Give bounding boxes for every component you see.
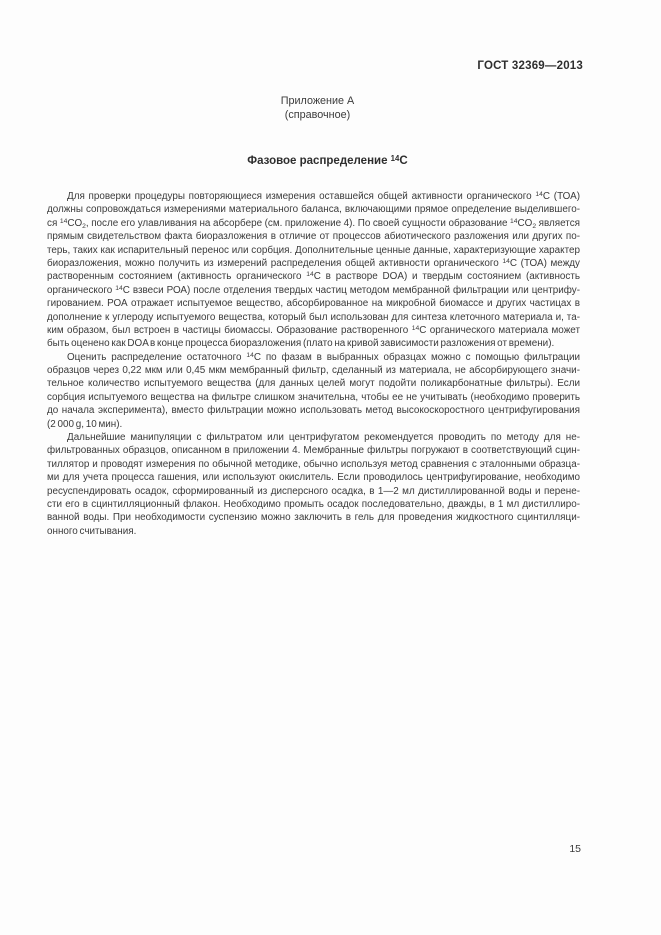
text-line: Оценить распределение остаточного $^{14}$C по фазам в выбранных образцах можно с помощью фильтрации	[67, 351, 580, 363]
text-line: Для проверки процедуры повторяющиеся измерения оставшейся общей активности органического $^{14}$C (ТОА)	[67, 191, 580, 202]
text-line: тельное количество испытуемого вещества (для данных целей могут подойти поликарбонатные фильтры). Если	[47, 378, 580, 390]
text-line: тиллятор и проводят измерения по обычной методике, обычно используя метод сравнения с эталонными образца-	[47, 458, 580, 470]
text-line: прямым свидетельством факта биоразложения в отличие от процессов абиотического разложения или других по-	[47, 231, 580, 243]
text-line: сти его в сцинтилляционный флакон. Необходимо промыть осадок последовательно, дважды, в 1 мл дистиллиро-	[47, 498, 580, 510]
text-line: (2 000 g, 10 мин).	[47, 418, 123, 430]
text-line: онного считывания.	[47, 525, 137, 537]
annex-type: (справочное)	[284, 108, 351, 121]
doc-code: ГОСТ 32369—2013	[477, 60, 583, 72]
text-line: образцов через 0,22 мкм или 0,45 мкм мембранный фильтр, сделанный из материала, не абсорбирующего значи-	[47, 365, 580, 377]
text-line: терь, таких как испарительный перенос или сорбция. Дополнительные ценные данные, характеризующие характер	[47, 244, 580, 256]
document-title: Фазовое распределение $^{14}$C	[247, 154, 408, 167]
annex-label: Приложение А	[280, 95, 355, 107]
text-line: ким образом, был встроен в частицы биомассы. Образование растворенного $^{14}$C органического материала может	[47, 324, 580, 336]
paragraph	[47, 432, 580, 539]
text-line: Дальнейшие манипуляции с фильтратом или центрифугатом рекомендуется проводить по методу для не-	[67, 432, 580, 444]
paragraph	[47, 191, 580, 352]
text-line: биоразложения, можно получить из измерений распределения общей активности органического $^{14}$C (ТОА) между	[47, 257, 580, 269]
text-line: растворенным состоянием (активность органического $^{14}$C в растворе DOA) и твердым состоянием (активность	[47, 271, 580, 283]
page-number: 15	[569, 843, 581, 855]
text-line: сорбция испытуемого вещества на фильтре слишком значительна, чтобы ее не учитывать (необходимо проверить	[47, 391, 580, 403]
paragraph	[47, 352, 580, 432]
text-line: ми для учета процесса гашения, или используют окислитель. Если проводилось центрифугирование, необходимо	[47, 472, 580, 484]
text-line: до начала эксперимента), вместо фильтрации можно использовать метод высокоскоростного центрифугирования	[47, 405, 580, 417]
annex-heading	[47, 95, 580, 122]
text-line: ресуспендировать осадок, сформированный из дисперсного осадка, в 1—2 мл дистиллированной воды и перене-	[47, 485, 580, 497]
text-line: быть оценено как DOA в конце процесса биоразложения (плато на кривой зависимости разложения от времени).	[47, 338, 555, 350]
text-line: ся $^{14}CO_2$, после его улавливания на абсорбере (см. приложение 4). По своей сущности образование $^{14}CO_2$ является	[47, 217, 580, 230]
text-line: фильтрованных образцов, описанном в приложении 4. Мембранные фильтры погружают в соответствующий сцин-	[47, 445, 580, 457]
text-line: органического $^{14}$C взвеси РОА) после отделения твердых частиц методом мембранной фильтрации или центрифу-	[47, 284, 580, 296]
text-line: ванной воды. При необходимости суспензию можно заключить в гель для проведения жидкостного сцинтилляци-	[47, 512, 580, 524]
text-line: должны сопровождаться измерениями материального баланса, включающими прямое определение выделившего-	[47, 204, 580, 216]
text-line: гированием. РОА отражает испытуемое вещество, абсорбированное на микробной биомассе и других частицах в	[47, 298, 580, 310]
document-body	[47, 191, 580, 539]
text-line: дополнение к углероду испытуемого вещества, который был использован для синтеза клеточного материала и, та-	[47, 311, 580, 323]
